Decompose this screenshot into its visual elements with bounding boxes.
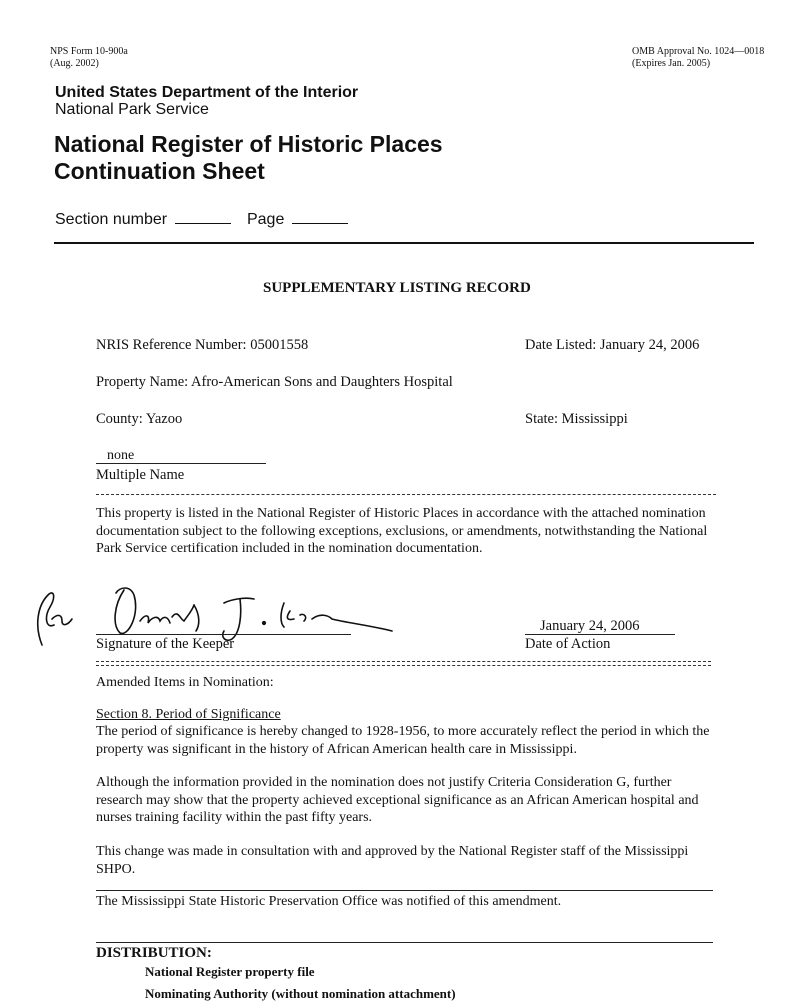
page-number-field <box>292 211 348 224</box>
section-page-line <box>55 211 348 229</box>
distribution-rule <box>96 942 713 943</box>
signature-line <box>96 634 351 635</box>
state: State: Mississippi <box>525 411 628 427</box>
section-number-field <box>175 211 231 224</box>
page-label: Page <box>246 211 285 228</box>
distribution-item: National Register property file <box>145 964 315 979</box>
double-dashed-divider <box>96 661 711 666</box>
action-date: January 24, 2006 <box>540 618 640 634</box>
omb-approval: OMB Approval No. 1024—0018 <box>632 46 765 57</box>
distribution-item: Nominating Authority (without nomination attachment) <box>145 986 456 1001</box>
multiple-name-value: none <box>107 448 135 463</box>
dashed-divider <box>96 494 716 495</box>
county: County: Yazoo <box>96 411 183 427</box>
department-name: United States Department of the Interior <box>55 84 359 101</box>
multiple-name-underline <box>96 463 266 464</box>
notification-rule <box>96 890 713 891</box>
nris-reference: NRIS Reference Number: 05001558 <box>96 337 309 353</box>
listing-statement: This property is listed in the National Register of Historic Places in accordance with the attached nomination documentation subject to the following exceptions, exclusions, or amendments, notwithstanding the National Park Service certification included in the nomination documentation. <box>96 506 708 556</box>
form-title-line2: Continuation Sheet <box>54 158 265 184</box>
action-date-line <box>525 634 675 635</box>
signature-label: Signature of the Keeper <box>96 636 235 652</box>
property-name: Property Name: Afro-American Sons and Daughters Hospital <box>96 374 453 390</box>
amendment-paragraph-2: Although the information provided in the nomination does not justify Criteria Consideration G, further research may show that the property achieved exceptional significance as an African American hospital and nurses training facility within the past fifty years. <box>96 775 699 825</box>
form-date: (Aug. 2002) <box>50 58 99 69</box>
shpo-notification: The Mississippi State Historic Preservation Office was notified of this amendment. <box>96 894 562 909</box>
omb-expires: (Expires Jan. 2005) <box>632 58 711 69</box>
header-rule <box>54 242 754 244</box>
service-name: National Park Service <box>55 101 209 118</box>
section-number-label: Section number <box>55 211 168 228</box>
record-title: SUPPLEMENTARY LISTING RECORD <box>263 280 531 296</box>
distribution-heading: DISTRIBUTION: <box>96 945 212 961</box>
multiple-name-label: Multiple Name <box>96 467 185 483</box>
amendment-paragraph-1: The period of significance is hereby changed to 1928-1956, to more accurately reflect the period in which the property was significant in the history of African American health care in Mississippi. <box>96 724 710 757</box>
date-listed: Date Listed: January 24, 2006 <box>525 337 700 353</box>
form-title-line1: National Register of Historic Places <box>54 131 443 157</box>
action-date-label: Date of Action <box>525 636 611 652</box>
amended-items-heading: Amended Items in Nomination: <box>96 675 274 690</box>
amendment-paragraph-3: This change was made in consultation with and approved by the National Register staff of the Mississippi SHPO. <box>96 844 689 877</box>
amendment-section-title: Section 8. Period of Significance <box>96 707 281 722</box>
form-number: NPS Form 10-900a <box>50 46 128 57</box>
